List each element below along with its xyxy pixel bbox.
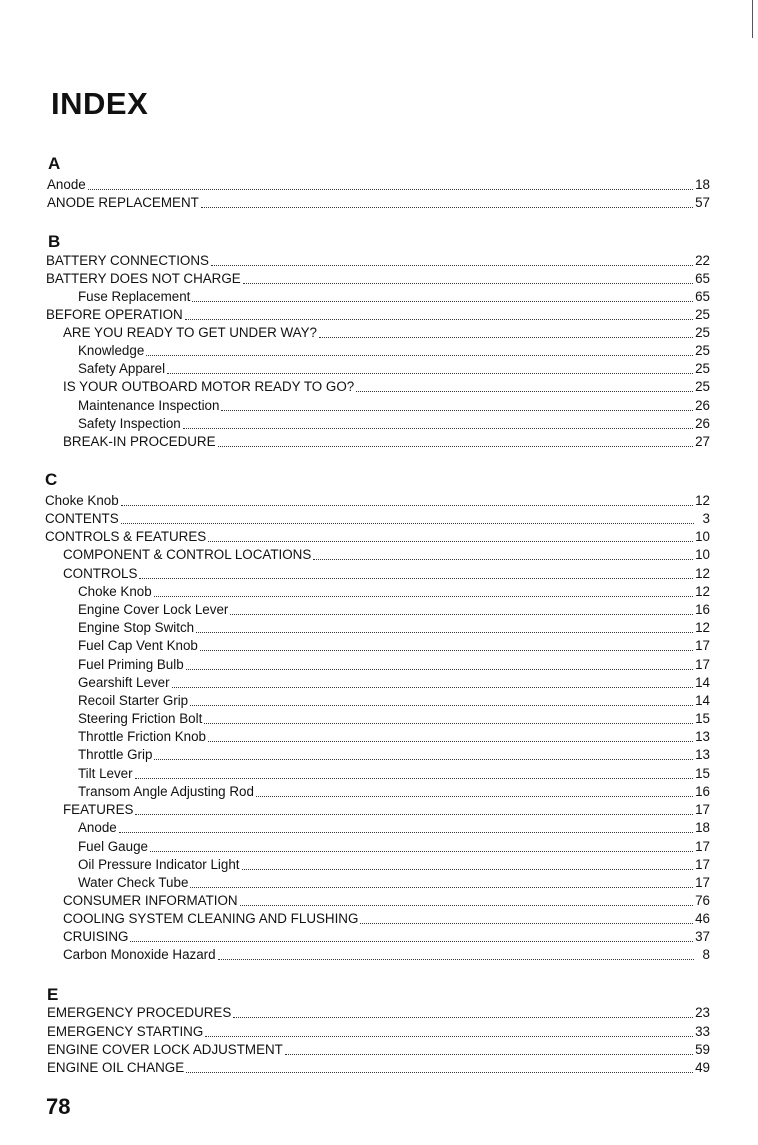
entry-page-number: 10 <box>695 529 710 544</box>
page-title: INDEX <box>51 86 149 121</box>
entry-page-number: 15 <box>695 766 710 781</box>
index-entry <box>78 601 710 619</box>
dot-leader <box>192 301 693 302</box>
entry-label: CONSUMER INFORMATION <box>63 893 238 908</box>
index-entry <box>63 433 710 451</box>
dot-leader <box>256 796 693 797</box>
entry-page-number: 26 <box>695 416 710 431</box>
dot-leader <box>242 869 694 870</box>
entry-page-number: 12 <box>695 584 710 599</box>
entry-page-number: 17 <box>695 802 710 817</box>
entry-page-number: 25 <box>695 325 710 340</box>
dot-leader <box>88 189 693 190</box>
entry-label: ARE YOU READY TO GET UNDER WAY? <box>63 325 317 340</box>
entry-label: ENGINE OIL CHANGE <box>47 1060 185 1075</box>
entry-label: Throttle Friction Knob <box>78 729 207 744</box>
dot-leader <box>186 1072 693 1073</box>
entry-label: Gearshift Lever <box>78 675 170 690</box>
dot-leader <box>208 741 693 742</box>
entry-label: Fuse Replacement <box>78 289 191 304</box>
dot-leader <box>150 851 693 852</box>
dot-leader <box>154 759 693 760</box>
entry-label: EMERGENCY STARTING <box>47 1024 204 1039</box>
dot-leader <box>200 650 693 651</box>
entry-page-number: 18 <box>695 177 710 192</box>
entry-page-number: 18 <box>695 820 710 835</box>
entry-label: Tilt Lever <box>78 766 133 781</box>
index-entry <box>78 783 710 801</box>
index-entry <box>78 342 710 360</box>
section-letter: A <box>48 154 61 173</box>
entry-label: CRUISING <box>63 929 129 944</box>
index-entry <box>45 492 710 510</box>
dot-leader <box>121 505 693 506</box>
entry-label: Engine Cover Lock Lever <box>78 602 229 617</box>
entry-page-number: 3 <box>702 511 710 526</box>
entry-page-number: 10 <box>695 547 710 562</box>
dot-leader <box>218 446 694 447</box>
entry-page-number: 25 <box>695 343 710 358</box>
entry-label: Choke Knob <box>78 584 152 599</box>
entry-page-number: 25 <box>695 379 710 394</box>
entry-label: BATTERY DOES NOT CHARGE <box>46 271 241 286</box>
entry-label: Carbon Monoxide Hazard <box>63 947 216 962</box>
dot-leader <box>356 391 693 392</box>
dot-leader <box>240 905 694 906</box>
index-entry <box>78 819 710 837</box>
dot-leader <box>172 687 694 688</box>
entry-label: Transom Angle Adjusting Rod <box>78 784 254 799</box>
section-letter: E <box>47 985 59 1004</box>
entry-page-number: 25 <box>695 307 710 322</box>
dot-leader <box>139 578 693 579</box>
entry-page-number: 17 <box>695 875 710 890</box>
entry-page-number: 26 <box>695 398 710 413</box>
dot-leader <box>218 959 694 960</box>
entry-page-number: 65 <box>695 289 710 304</box>
index-entry <box>46 252 710 270</box>
entry-page-number: 17 <box>695 839 710 854</box>
dot-leader <box>211 265 693 266</box>
entry-label: IS YOUR OUTBOARD MOTOR READY TO GO? <box>63 379 355 394</box>
index-entry <box>78 583 710 601</box>
dot-leader <box>130 941 693 942</box>
index-entry <box>46 306 710 324</box>
entry-label: EMERGENCY PROCEDURES <box>47 1005 232 1020</box>
dot-leader <box>190 705 693 706</box>
dot-leader <box>208 541 693 542</box>
index-entry <box>78 874 710 892</box>
index-entry <box>63 801 710 819</box>
entry-label: CONTROLS <box>63 566 138 581</box>
dot-leader <box>167 373 693 374</box>
entry-page-number: 27 <box>695 434 710 449</box>
index-entry <box>78 360 710 378</box>
entry-label: Recoil Starter Grip <box>78 693 189 708</box>
index-entry <box>78 710 710 728</box>
entry-label: ANODE REPLACEMENT <box>47 195 199 210</box>
entry-label: Maintenance Inspection <box>78 398 220 413</box>
entry-page-number: 15 <box>695 711 710 726</box>
entry-label: BEFORE OPERATION <box>46 307 183 322</box>
page-number: 78 <box>46 1094 71 1119</box>
index-entry <box>78 415 710 433</box>
index-entry <box>63 565 710 583</box>
entry-label: Fuel Cap Vent Knob <box>78 638 198 653</box>
index-entry <box>47 176 710 194</box>
index-entry <box>78 838 710 856</box>
section-letter: B <box>48 232 61 251</box>
entry-page-number: 46 <box>695 911 710 926</box>
entry-label: Safety Apparel <box>78 361 166 376</box>
index-entry <box>78 619 710 637</box>
entry-label: CONTENTS <box>45 511 119 526</box>
entry-page-number: 57 <box>695 195 710 210</box>
dot-leader <box>146 355 693 356</box>
index-entry <box>47 1041 710 1059</box>
entry-page-number: 37 <box>695 929 710 944</box>
index-entry <box>78 856 710 874</box>
dot-leader <box>201 207 693 208</box>
index-entry <box>63 910 710 928</box>
index-entry <box>63 378 710 396</box>
index-entry <box>63 324 710 342</box>
entry-label: Throttle Grip <box>78 747 153 762</box>
dot-leader <box>185 319 693 320</box>
entry-label: Fuel Gauge <box>78 839 148 854</box>
index-entry <box>63 546 710 564</box>
entry-page-number: 12 <box>695 493 710 508</box>
entry-page-number: 14 <box>695 675 710 690</box>
dot-leader <box>119 832 693 833</box>
dot-leader <box>196 632 693 633</box>
entry-label: Safety Inspection <box>78 416 181 431</box>
index-entry <box>78 728 710 746</box>
dot-leader <box>186 669 693 670</box>
entry-label: FEATURES <box>63 802 134 817</box>
entry-page-number: 12 <box>695 566 710 581</box>
index-entry <box>63 946 710 964</box>
index-entry <box>63 928 710 946</box>
index-entry <box>47 1023 710 1041</box>
entry-page-number: 17 <box>695 857 710 872</box>
entry-page-number: 76 <box>695 893 710 908</box>
entry-label: Oil Pressure Indicator Light <box>78 857 240 872</box>
index-entry <box>78 656 710 674</box>
entry-label: Steering Friction Bolt <box>78 711 203 726</box>
entry-page-number: 12 <box>695 620 710 635</box>
dot-leader <box>121 523 694 524</box>
index-entry <box>78 765 710 783</box>
entry-page-number: 49 <box>695 1060 710 1075</box>
dot-leader <box>319 337 693 338</box>
entry-page-number: 14 <box>695 693 710 708</box>
entry-label: COOLING SYSTEM CLEANING AND FLUSHING <box>63 911 359 926</box>
entry-label: Engine Stop Switch <box>78 620 195 635</box>
index-entry <box>63 892 710 910</box>
entry-label: ENGINE COVER LOCK ADJUSTMENT <box>47 1042 283 1057</box>
dot-leader <box>313 559 693 560</box>
section-letter: C <box>45 470 58 489</box>
entry-label: Anode <box>78 820 117 835</box>
dot-leader <box>204 723 693 724</box>
dot-leader <box>230 614 693 615</box>
entry-page-number: 23 <box>695 1005 710 1020</box>
dot-leader <box>221 410 693 411</box>
dot-leader <box>190 887 693 888</box>
entry-page-number: 22 <box>695 253 710 268</box>
entry-page-number: 16 <box>695 784 710 799</box>
entry-label: Water Check Tube <box>78 875 189 890</box>
entry-page-number: 65 <box>695 271 710 286</box>
entry-page-number: 8 <box>702 947 710 962</box>
entry-page-number: 17 <box>695 657 710 672</box>
entry-label: CONTROLS & FEATURES <box>45 529 207 544</box>
dot-leader <box>205 1036 693 1037</box>
index-entry <box>46 270 710 288</box>
index-entry <box>78 674 710 692</box>
entry-page-number: 17 <box>695 638 710 653</box>
index-entry <box>78 692 710 710</box>
entry-label: Anode <box>47 177 86 192</box>
dot-leader <box>233 1017 693 1018</box>
index-entry <box>78 288 710 306</box>
index-entry <box>47 1059 710 1077</box>
index-entry <box>45 528 710 546</box>
dot-leader <box>285 1054 693 1055</box>
dot-leader <box>243 283 693 284</box>
entry-label: BREAK-IN PROCEDURE <box>63 434 216 449</box>
entry-label: Choke Knob <box>45 493 119 508</box>
dot-leader <box>154 596 693 597</box>
entry-page-number: 33 <box>695 1024 710 1039</box>
index-entry <box>47 1004 710 1022</box>
dot-leader <box>183 428 693 429</box>
dot-leader <box>360 923 693 924</box>
index-entry <box>45 510 710 528</box>
index-entry <box>78 397 710 415</box>
index-entry <box>47 194 710 212</box>
index-entry <box>78 637 710 655</box>
entry-label: Knowledge <box>78 343 145 358</box>
entry-page-number: 13 <box>695 729 710 744</box>
entry-label: Fuel Priming Bulb <box>78 657 184 672</box>
entry-label: COMPONENT & CONTROL LOCATIONS <box>63 547 312 562</box>
index-entry <box>78 746 710 764</box>
entry-page-number: 59 <box>695 1042 710 1057</box>
entry-page-number: 16 <box>695 602 710 617</box>
entry-page-number: 13 <box>695 747 710 762</box>
entry-label: BATTERY CONNECTIONS <box>46 253 209 268</box>
dot-leader <box>135 814 693 815</box>
dot-leader <box>135 778 694 779</box>
entry-page-number: 25 <box>695 361 710 376</box>
